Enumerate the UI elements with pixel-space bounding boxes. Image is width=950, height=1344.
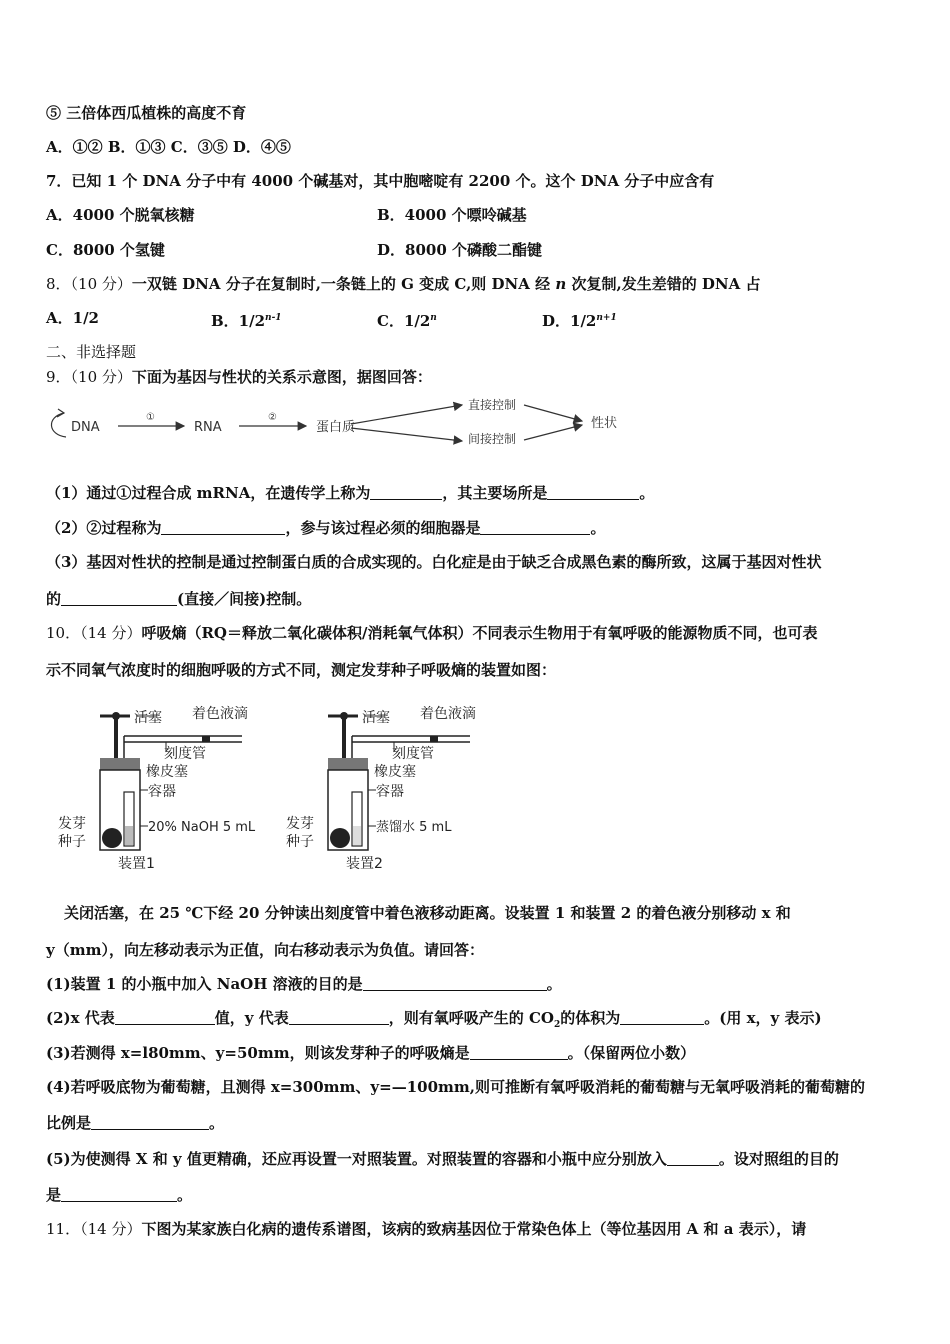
q9-part2-c: 。 — [590, 519, 606, 537]
q8-option-d — [542, 308, 617, 331]
q6-options: A．①② B．①③ C．③⑤ D．④⑤ — [46, 138, 291, 156]
q8-number: 8． — [46, 275, 71, 293]
label-seeds-line1: 发芽 — [58, 816, 86, 832]
q8-option-d-sup: n+1 — [596, 313, 617, 323]
q8-option-c-sup: n — [430, 313, 437, 323]
q10-part2-b: 值，y 代表 — [214, 1009, 289, 1027]
q8-option-b-sup: n-1 — [265, 313, 282, 323]
q9-score: （10 分） — [70, 368, 132, 386]
q10-part4-c: 。 — [209, 1114, 225, 1132]
section-heading: 二、非选择题 — [46, 343, 137, 361]
solution-level — [125, 826, 133, 845]
q10-part2-c: ，则有氧呼吸产生的 CO — [388, 1009, 554, 1027]
q8-option-b-base: B．1/2 — [211, 312, 266, 330]
arrow-indirect-trait — [524, 425, 582, 440]
q11-number: 11． — [46, 1220, 81, 1238]
answer-blank[interactable] — [370, 484, 442, 500]
q8-score: （10 分） — [70, 275, 132, 293]
q9-part3-b: 的 — [46, 590, 62, 608]
answer-blank[interactable] — [161, 519, 285, 535]
q9-part3-c: (直接／间接)控制。 — [177, 590, 312, 608]
q7-option-a: A．4000 个脱氧核糖 — [46, 206, 195, 224]
q9-part2 — [46, 518, 605, 538]
q9-part1 — [46, 483, 654, 503]
answer-blank[interactable] — [115, 1009, 215, 1025]
stopcock-icon — [112, 712, 120, 720]
seeds-icon — [330, 828, 350, 848]
q9-part1-c: 。 — [639, 484, 655, 502]
q7-option-d: D．8000 个磷酸二酯键 — [377, 241, 542, 259]
answer-blank[interactable] — [61, 590, 177, 606]
q10-number: 10． — [46, 624, 81, 642]
q10-part4-line2 — [46, 1113, 224, 1133]
label-droplet: 着色液滴 — [420, 706, 476, 722]
label-naoh: 20% NaOH 5 mL — [148, 820, 256, 835]
q10-stem1: 呼吸熵（RQ＝释放二氧化碳体积/消耗氧气体积）不同表示生物用于有氧呼吸的能源物质不同，也可表 — [141, 624, 818, 642]
stopcock-icon — [340, 712, 348, 720]
q9-part3-line2 — [46, 589, 311, 609]
q9-stem-text: 下面为基因与性状的关系示意图，据图回答： — [131, 368, 432, 386]
label-tube: 刻度管 — [164, 746, 206, 762]
q9-part2-b: ，参与该过程必须的细胞器是 — [285, 519, 481, 537]
q8-stem — [46, 274, 761, 294]
answer-blank[interactable] — [363, 975, 547, 991]
q10-para-line2: y（mm），向左移动表示为正值，向右移动表示为负值。请回答： — [46, 941, 484, 959]
q10-part1-b: 。 — [546, 975, 562, 993]
q10-part4-line1: (4)若呼吸底物为葡萄糖，且测得 x=300mm、y=—100mm,则可推断有氧呼吸消耗的葡萄糖与无氧呼吸消耗的葡萄糖的 — [46, 1078, 865, 1096]
diagram-indirect: 间接控制 — [468, 432, 517, 446]
q7-option-b: B．4000 个嘌呤碱基 — [377, 206, 527, 224]
device-1 — [58, 705, 256, 872]
label-container: 容器 — [148, 784, 176, 800]
q10-part4-b: 比例是 — [46, 1114, 92, 1132]
q10-part5-a: (5)为使测得 X 和 y 值更精确，还应再设置一对照装置。对照装置的容器和小瓶中应分别放入 — [46, 1150, 667, 1168]
label-seeds-line2: 种子 — [58, 834, 86, 850]
q9-number: 9． — [46, 368, 71, 386]
q8-option-c — [377, 308, 437, 331]
q10-part1-a: (1)装置 1 的小瓶中加入 NaOH 溶液的目的是 — [46, 975, 363, 993]
q10-part2-d: 的体积为 — [560, 1009, 621, 1027]
q11-score: （14 分） — [80, 1220, 142, 1238]
answer-blank[interactable] — [480, 519, 590, 535]
diagram-step2: ② — [268, 412, 277, 423]
arrow-direct-trait — [524, 405, 582, 421]
label-droplet: 着色液滴 — [192, 706, 248, 722]
label-tube: 刻度管 — [392, 746, 434, 762]
colored-droplet-icon — [202, 736, 210, 742]
label-stopcock: 活塞 — [362, 710, 390, 726]
rubber-stopper — [328, 758, 368, 770]
q9-part1-b: ，其主要场所是 — [442, 484, 548, 502]
diagram-rna: RNA — [194, 420, 222, 435]
q9-stem — [46, 367, 432, 387]
diagram-direct: 直接控制 — [468, 398, 517, 412]
answer-blank[interactable] — [667, 1150, 719, 1166]
q8-option-a: A．1/2 — [46, 309, 99, 327]
label-stopcock: 活塞 — [134, 710, 162, 726]
answer-blank[interactable] — [61, 1186, 177, 1202]
diagram-protein: 蛋白质 — [316, 420, 356, 435]
answer-blank[interactable] — [289, 1009, 389, 1025]
q8-stem-b: 次复制,发生差错的 DNA 占 — [566, 275, 761, 293]
label-seeds-line2: 种子 — [286, 834, 314, 850]
label-device2: 装置2 — [346, 856, 383, 872]
q9-part1-a: （1）通过①过程合成 mRNA，在遗传学上称为 — [46, 484, 371, 502]
label-seeds-line1: 发芽 — [286, 816, 314, 832]
label-stopper: 橡皮塞 — [374, 764, 416, 780]
q8-option-b — [211, 308, 282, 331]
label-device1: 装置1 — [118, 856, 155, 872]
seeds-icon — [102, 828, 122, 848]
q7-option-c: C．8000 个氢键 — [46, 241, 165, 259]
rubber-stopper — [100, 758, 140, 770]
solution-level — [353, 826, 361, 845]
q10-part5-b: 。设对照组的目的 — [718, 1150, 839, 1168]
q10-part2-e: 。(用 x，y 表示) — [704, 1009, 822, 1027]
q8-stem-a: 一双链 DNA 分子在复制时,一条链上的 G 变成 C,则 DNA 经 — [131, 275, 556, 293]
q10-part5-d: 。 — [177, 1186, 193, 1204]
q10-part1 — [46, 974, 562, 994]
device-2 — [286, 705, 476, 872]
respiration-apparatus-figure — [56, 696, 486, 876]
q10-part5-line1 — [46, 1149, 839, 1169]
q10-part5-line2 — [46, 1185, 192, 1205]
arrow-indirect — [351, 428, 462, 441]
q10-part2 — [46, 1008, 822, 1035]
answer-blank[interactable] — [620, 1009, 704, 1025]
q10-part3-b: 。（保留两位小数） — [567, 1044, 696, 1062]
answer-blank[interactable] — [547, 484, 639, 500]
q7-stem: 7．已知 1 个 DNA 分子中有 4000 个碱基对，其中胞嘧啶有 2200 个。这个 DNA 分子中应含有 — [46, 172, 715, 190]
q10-stem-line2: 示不同氧气浓度时的细胞呼吸的方式不同，测定发芽种子呼吸熵的装置如图： — [46, 661, 557, 679]
answer-blank[interactable] — [91, 1114, 209, 1130]
diagram-step1: ① — [146, 412, 155, 423]
q10-para-line1: 关闭活塞，在 25 ℃下经 20 分钟读出刻度管中着色液移动距离。设装置 1 和装置 2 的着色液分别移动 x 和 — [64, 904, 791, 922]
q10-part3 — [46, 1043, 695, 1063]
q8-option-d-base: D．1/2 — [542, 312, 597, 330]
q8-stem-n: n — [555, 275, 567, 293]
q10-part3-a: (3)若测得 x=l80mm、y=50mm，则该发芽种子的呼吸熵是 — [46, 1044, 470, 1062]
q11-stem — [46, 1219, 806, 1239]
gene-trait-diagram — [46, 393, 646, 453]
diagram-trait: 性状 — [591, 416, 618, 431]
label-water: 蒸馏水 5 mL — [376, 820, 452, 835]
q11-stem-text: 下图为某家族白化病的遗传系谱图，该病的致病基因位于常染色体上（等位基因用 A 和 a 表示），请 — [141, 1220, 807, 1238]
q10-part2-a: (2)x 代表 — [46, 1009, 115, 1027]
q10-part2-sub: 2 — [553, 1020, 561, 1030]
item-5: ⑤ 三倍体西瓜植株的高度不育 — [46, 104, 247, 122]
q10-stem-line1 — [46, 623, 817, 643]
q9-part3-line1: （3）基因对性状的控制是通过控制蛋白质的合成实现的。白化症是由于缺乏合成黑色素的酶所致，这属于基因对性状 — [46, 553, 822, 571]
answer-blank[interactable] — [470, 1044, 568, 1060]
colored-droplet-icon — [430, 736, 438, 742]
self-replication-arrowhead — [57, 409, 64, 417]
q8-option-c-base: C．1/2 — [377, 312, 431, 330]
q10-part5-c: 是 — [46, 1186, 62, 1204]
diagram-dna: DNA — [71, 420, 100, 435]
arrow-direct — [351, 405, 462, 424]
label-container: 容器 — [376, 784, 404, 800]
label-stopper: 橡皮塞 — [146, 764, 188, 780]
q9-part2-a: （2）②过程称为 — [46, 519, 162, 537]
q10-score: （14 分） — [80, 624, 142, 642]
